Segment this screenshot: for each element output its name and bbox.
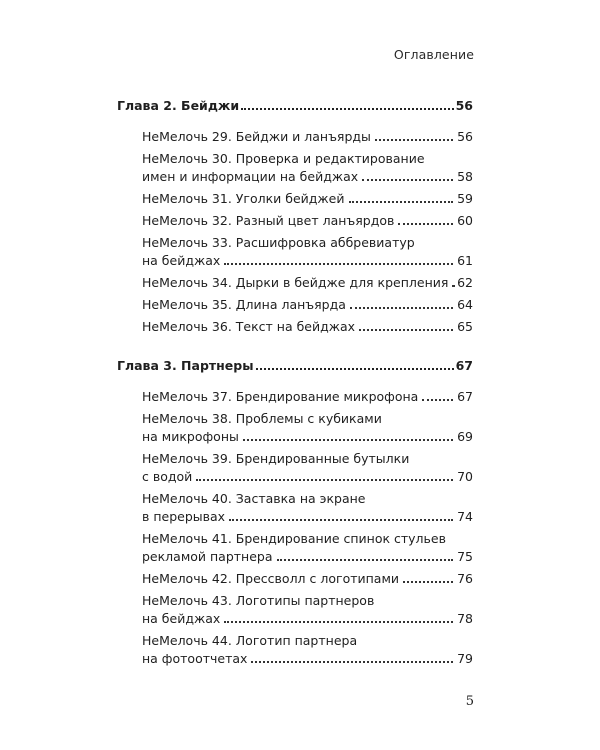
chapter-heading xyxy=(117,356,473,376)
dot-leader xyxy=(422,399,453,401)
toc-entry xyxy=(117,388,473,406)
toc-entry xyxy=(117,592,473,628)
entry-title-last-line xyxy=(142,128,473,146)
dot-leader xyxy=(349,201,454,203)
toc-entry xyxy=(117,128,473,146)
page-number: 5 xyxy=(465,694,474,709)
dot-leader xyxy=(251,661,453,663)
toc-entry xyxy=(117,410,473,446)
dot-leader xyxy=(224,263,453,265)
dot-leader xyxy=(229,519,453,521)
toc-entry xyxy=(117,450,473,486)
entry-title-last-line xyxy=(142,650,473,668)
chapter-heading xyxy=(117,96,473,116)
chapter-page: 67 xyxy=(455,358,473,373)
entry-page: 56 xyxy=(457,129,473,144)
entry-title-text: имен и информации на бейджах xyxy=(142,169,359,184)
entry-page: 79 xyxy=(457,651,473,666)
entry-title-line: НеМелочь 40. Заставка на экране xyxy=(142,491,366,506)
entry-title-last-line xyxy=(142,570,473,588)
entry-title-text: НеМелочь 37. Брендирование микрофона xyxy=(142,389,419,404)
dot-leader xyxy=(277,559,454,561)
entry-title-line: НеМелочь 44. Логотип партнера xyxy=(142,633,358,648)
table-of-contents xyxy=(117,96,473,668)
entry-title-text: НеМелочь 29. Бейджи и ланъярды xyxy=(142,129,371,144)
chapter-gap xyxy=(117,336,473,356)
entry-page: 58 xyxy=(457,169,473,184)
entry-title-text: в перерывах xyxy=(142,509,226,524)
entry-page: 78 xyxy=(457,611,473,626)
toc-entry xyxy=(117,318,473,336)
dot-leader xyxy=(375,139,453,141)
entry-title-line: НеМелочь 39. Брендированные бутылки xyxy=(142,451,410,466)
entry-page: 60 xyxy=(457,213,473,228)
entry-title-last-line xyxy=(142,252,473,270)
dot-leader xyxy=(350,307,453,309)
entry-page: 75 xyxy=(457,549,473,564)
toc-entry xyxy=(117,490,473,526)
dot-leader xyxy=(362,179,453,181)
dot-leader xyxy=(359,329,453,331)
entry-page: 61 xyxy=(457,253,473,268)
entry-title-last-line xyxy=(142,168,473,186)
chapter-title: Глава 2. Бейджи xyxy=(117,98,240,113)
toc-entry xyxy=(117,296,473,314)
entry-title-text: на бейджах xyxy=(142,253,221,268)
entry-title-last-line xyxy=(142,508,473,526)
toc-entry xyxy=(117,274,473,292)
entry-title-line: НеМелочь 43. Логотипы партнеров xyxy=(142,593,375,608)
entry-title-line: НеМелочь 38. Проблемы с кубиками xyxy=(142,411,382,426)
dot-leader xyxy=(243,439,453,441)
chapter-title: Глава 3. Партнеры xyxy=(117,358,254,373)
entry-title-text: на бейджах xyxy=(142,611,221,626)
entry-page: 70 xyxy=(457,469,473,484)
entry-title-text: на микрофоны xyxy=(142,429,239,444)
entry-title-text: НеМелочь 34. Дырки в бейдже для крепления xyxy=(142,275,449,290)
entry-page: 74 xyxy=(457,509,473,524)
dot-leader xyxy=(196,479,453,481)
dot-leader xyxy=(224,621,453,623)
entry-title-last-line xyxy=(142,190,473,208)
entry-page: 65 xyxy=(457,319,473,334)
entry-title-text: НеМелочь 35. Длина ланъярда xyxy=(142,297,346,312)
entry-title-last-line xyxy=(142,610,473,628)
entry-page: 67 xyxy=(457,389,473,404)
entry-title-text: НеМелочь 31. Уголки бейджей xyxy=(142,191,345,206)
toc-entry xyxy=(117,530,473,566)
entry-title-last-line xyxy=(142,548,473,566)
toc-entry xyxy=(117,570,473,588)
dot-leader xyxy=(398,223,453,225)
entry-title-last-line xyxy=(142,212,473,230)
toc-entry xyxy=(117,632,473,668)
entry-page: 64 xyxy=(457,297,473,312)
dot-leader xyxy=(256,368,454,370)
entry-title-text: на фотоотчетах xyxy=(142,651,248,666)
dot-leader xyxy=(452,285,453,287)
entry-title-last-line xyxy=(142,274,473,292)
entry-title-text: НеМелочь 42. Прессволл с логотипами xyxy=(142,571,400,586)
entry-title-text: рекламой партнера xyxy=(142,549,273,564)
running-head: Оглавление xyxy=(393,47,474,62)
toc-entry xyxy=(117,190,473,208)
toc-entry xyxy=(117,150,473,186)
entry-title-text: с водой xyxy=(142,469,193,484)
chapter-gap xyxy=(117,116,473,124)
dot-leader xyxy=(403,581,453,583)
entry-title-last-line xyxy=(142,318,473,336)
entry-title-line: НеМелочь 30. Проверка и редактирование xyxy=(142,151,425,166)
entry-title-text: НеМелочь 36. Текст на бейджах xyxy=(142,319,356,334)
entry-title-last-line xyxy=(142,388,473,406)
entry-title-last-line xyxy=(142,296,473,314)
entry-title-line: НеМелочь 33. Расшифровка аббревиатур xyxy=(142,235,415,250)
entry-title-line: НеМелочь 41. Брендирование спинок стульев xyxy=(142,531,446,546)
entry-title-text: НеМелочь 32. Разный цвет ланъярдов xyxy=(142,213,395,228)
toc-entry xyxy=(117,212,473,230)
chapter-gap xyxy=(117,376,473,384)
entry-page: 76 xyxy=(457,571,473,586)
entry-page: 62 xyxy=(457,275,473,290)
entry-title-last-line xyxy=(142,428,473,446)
chapter-page: 56 xyxy=(455,98,473,113)
entry-page: 69 xyxy=(457,429,473,444)
toc-entry xyxy=(117,234,473,270)
dot-leader xyxy=(241,108,453,110)
entry-title-last-line xyxy=(142,468,473,486)
entry-page: 59 xyxy=(457,191,473,206)
